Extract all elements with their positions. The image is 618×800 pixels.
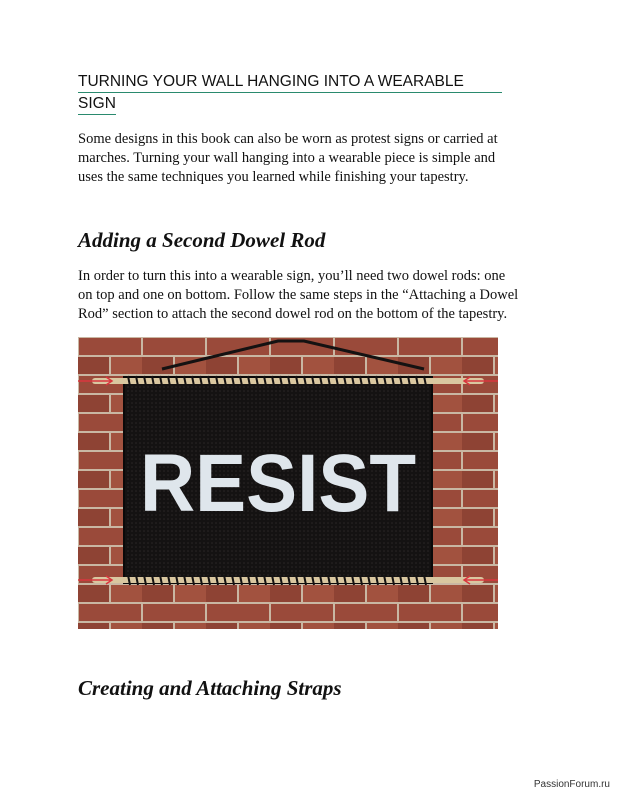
intro-line: uses the same techniques you learned while finishing your tapestry.	[78, 169, 469, 185]
intro-line: Some designs in this book can also be worn as protest signs or carried at	[78, 131, 498, 147]
section-heading	[78, 72, 502, 115]
tapestry-photo	[78, 337, 498, 629]
watermark: PassionForum.ru	[533, 779, 610, 790]
dowel-line: on top and one on bottom. Follow the same steps in the “Attaching a Dowel	[78, 287, 519, 303]
dowel-line: Rod” section to attach the second dowel rod on the bottom of the tapestry.	[78, 306, 508, 322]
section-heading-line1: TURNING YOUR WALL HANGING INTO A WEARABLE	[78, 72, 502, 93]
intro-paragraph	[78, 130, 538, 187]
dowel-heading: Adding a Second Dowel Rod	[78, 228, 326, 252]
section-heading-line2: SIGN	[78, 94, 116, 115]
dowel-line: In order to turn this into a wearable sign, you’ll need two dowel rods: one	[78, 268, 506, 284]
straps-heading: Creating and Attaching Straps	[78, 676, 342, 700]
sign-word: RESIST	[140, 438, 416, 529]
dowel-paragraph	[78, 267, 538, 324]
intro-line: marches. Turning your wall hanging into a wearable piece is simple and	[78, 150, 496, 166]
